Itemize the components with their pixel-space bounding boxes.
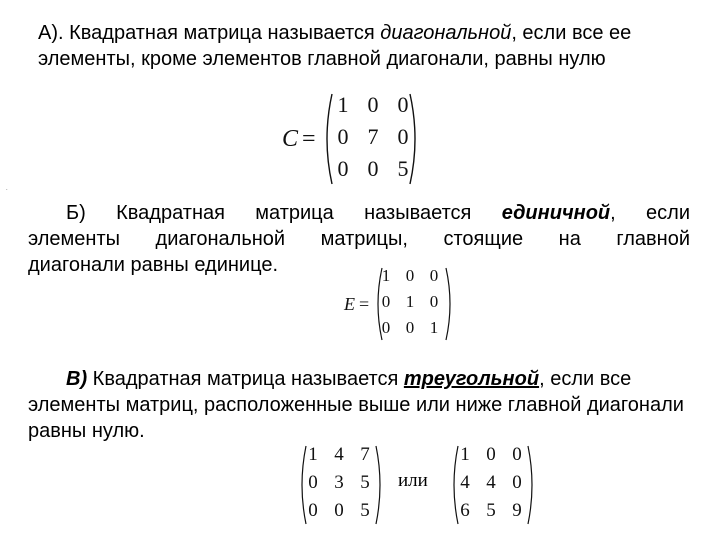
matrix-c-cell: 0 bbox=[367, 156, 379, 181]
matrix-lower-cell: 1 bbox=[460, 444, 470, 465]
matrix-lower-cell: 5 bbox=[486, 500, 496, 521]
matrix-e-cell: 1 bbox=[381, 266, 391, 285]
matrix-upper-cell: 5 bbox=[360, 472, 370, 493]
matrix-e-right-paren bbox=[444, 266, 456, 342]
matrix-e-cell: 0 bbox=[405, 318, 415, 337]
definition-identity-line-3: диагонали равны единице. bbox=[28, 254, 279, 276]
matrix-e-cell: 0 bbox=[405, 266, 415, 285]
matrix-lower-cell: 4 bbox=[486, 472, 496, 493]
matrix-upper-cell: 3 bbox=[334, 472, 344, 493]
definition-identity-text-before: Б) Квадратная матрица называется bbox=[66, 202, 502, 224]
matrix-c-cell: 1 bbox=[337, 92, 349, 117]
matrix-e-cell: 1 bbox=[429, 318, 439, 337]
matrix-c-name: C bbox=[282, 126, 299, 152]
matrix-lower-cell: 4 bbox=[460, 472, 470, 493]
term-identity: единичной bbox=[501, 202, 611, 224]
matrix-upper-cell: 0 bbox=[308, 500, 318, 521]
definition-identity-text-after: , если bbox=[610, 202, 690, 224]
matrix-e-cell: 1 bbox=[405, 292, 415, 311]
matrix-lower-cell: 0 bbox=[512, 472, 522, 493]
matrix-upper-cell: 5 bbox=[360, 500, 370, 521]
term-triangular: треугольной bbox=[403, 368, 540, 390]
matrix-e-equals: = bbox=[359, 294, 370, 314]
term-diagonal: диагональной bbox=[380, 22, 512, 44]
matrix-c-cell: 0 bbox=[367, 92, 379, 117]
matrix-upper-right-paren bbox=[374, 444, 386, 526]
dot-mark: . bbox=[6, 186, 8, 192]
matrix-c-right-paren bbox=[408, 92, 422, 186]
matrix-upper-cell: 4 bbox=[334, 444, 344, 465]
definition-triangular-text-before: Квадратная матрица называется bbox=[87, 368, 404, 390]
matrix-e-cell: 0 bbox=[429, 266, 439, 285]
matrix-e-name: E bbox=[344, 294, 355, 314]
matrix-c-cell: 0 bbox=[337, 124, 349, 149]
matrix-c-equals: = bbox=[302, 126, 316, 152]
section-c-label: В) bbox=[66, 368, 88, 390]
matrix-lower-right-paren bbox=[526, 444, 538, 526]
matrix-lower-cell: 6 bbox=[460, 500, 470, 521]
definition-identity-line-1 bbox=[28, 200, 690, 226]
matrix-c bbox=[282, 92, 422, 186]
matrix-c-cell: 0 bbox=[337, 156, 349, 181]
matrix-lower-cell: 0 bbox=[486, 444, 496, 465]
matrix-c-cell: 7 bbox=[367, 124, 379, 149]
definition-diagonal-text-after: , если все ее элементы, кроме элементов главной диагонали, равны нулю bbox=[38, 22, 632, 70]
definition-diagonal-text-before: А). Квадратная матрица называется bbox=[38, 22, 381, 44]
definition-triangular bbox=[28, 366, 690, 444]
matrix-e-cell: 0 bbox=[381, 292, 391, 311]
definition-diagonal bbox=[38, 20, 698, 72]
matrix-e-cell: 0 bbox=[429, 292, 439, 311]
definition-triangular-text-after: , если все элементы матриц, расположенные выше или ниже главной диагонали равны нулю. bbox=[28, 368, 684, 442]
matrix-upper-cell: 7 bbox=[360, 444, 370, 465]
matrix-lower-cell: 9 bbox=[512, 500, 522, 521]
matrix-c-cell: 0 bbox=[397, 92, 409, 117]
matrix-upper-cell: 0 bbox=[334, 500, 344, 521]
or-word: или bbox=[398, 470, 428, 491]
matrix-c-cell: 0 bbox=[397, 124, 409, 149]
matrix-upper-cell: 1 bbox=[308, 444, 318, 465]
matrix-lower-cell: 0 bbox=[512, 444, 522, 465]
definition-identity-line-2: элементы диагональной матрицы, стоящие на главной bbox=[28, 228, 690, 250]
matrix-e bbox=[344, 266, 456, 342]
matrix-c-cell: 5 bbox=[397, 156, 409, 181]
matrix-e-cell: 0 bbox=[381, 318, 391, 337]
matrix-upper-triangular bbox=[296, 444, 386, 526]
matrix-lower-triangular bbox=[448, 444, 538, 526]
matrix-upper-cell: 0 bbox=[308, 472, 318, 493]
